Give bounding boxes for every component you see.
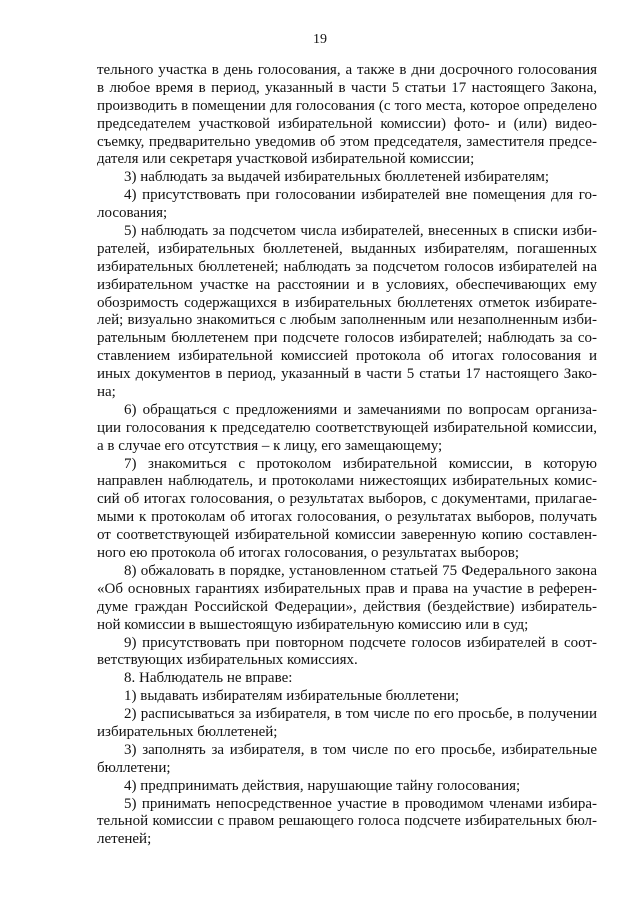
text-line: избирательном участке на расстоянии и в условиях, обеспечивающих ему: [97, 276, 597, 293]
text-line: 3) заполнять за избирателя, в том числе по его просьбе, избирательные: [124, 741, 597, 758]
text-line: председателем участковой избирательной комиссии) фото- и (или) видео-: [97, 115, 597, 132]
text-line: тельной комиссии с правом решающего голоса подсчете избирательных бюл-: [97, 813, 597, 830]
text-line: 5) принимать непосредственное участие в проводимом членами избира-: [124, 795, 597, 812]
text-line: 8. Наблюдатель не вправе:: [124, 670, 293, 687]
text-line: 2) расписываться за избирателя, в том числе по его просьбе, в получении: [124, 706, 597, 723]
text-line: летеней;: [97, 831, 152, 848]
text-line: 8) обжаловать в порядке, установленном статьей 75 Федерального закона: [124, 562, 597, 579]
text-line: направлен наблюдатель, и протоколами нижестоящих избирательных комис-: [97, 473, 597, 490]
text-line: избирательных бюллетеней; наблюдать за подсчетом голосов избирателей на: [97, 258, 597, 275]
text-line: иных документов в период, указанный в части 5 статьи 17 настоящего Зако-: [97, 366, 597, 383]
text-line: обозримость содержащихся в избирательных бюллетенях отметок избирате-: [97, 294, 597, 311]
text-line: думе граждан Российской Федерации», действия (бездействие) избиратель-: [97, 598, 597, 615]
text-line: лей; визуально знакомиться с любым заполненным или незаполненным изби-: [97, 312, 597, 329]
text-line: а в случае его отсутствия – к лицу, его замещающему;: [97, 437, 443, 454]
text-line: ции голосования к председателю соответствующей избирательной комиссии,: [97, 419, 597, 436]
document-body: [97, 62, 597, 849]
page-number: 19: [313, 32, 327, 47]
text-line: избирательных бюллетеней;: [97, 723, 278, 740]
text-line: тельного участка в день голосования, а также в дни досрочного голосования: [97, 62, 597, 78]
text-line: ного ею протокола об итогах голосования, о результатах выборов;: [97, 545, 519, 562]
text-line: от соответствующей избирательной комиссии заверенную копию составлен-: [97, 527, 597, 544]
text-line: дателя или секретаря участковой избирательной комиссии;: [97, 151, 475, 168]
text-line: лосования;: [97, 205, 168, 222]
text-line: производить в помещении для голосования (с того места, которое определено: [97, 97, 597, 114]
text-line: ной комиссии в вышестоящую избирательную комиссию или в суд;: [97, 616, 529, 633]
text-line: сий об итогах голосования, о результатах выборов, с документами, прилагае-: [97, 491, 597, 508]
text-line: 9) присутствовать при повторном подсчете голосов избирателей в соот-: [124, 634, 597, 651]
text-line: рательным бюллетенем при подсчете голосов избирателей; наблюдать за со-: [97, 330, 597, 347]
text-line: «Об основных гарантиях избирательных прав и права на участие в референ-: [97, 580, 597, 597]
text-line: на;: [97, 384, 116, 401]
text-line: 5) наблюдать за подсчетом числа избирателей, внесенных в списки изби-: [124, 223, 597, 240]
text-line: 1) выдавать избирателям избирательные бюллетени;: [124, 688, 460, 705]
text-line: 4) предпринимать действия, нарушающие тайну голосования;: [124, 777, 521, 794]
text-line: в любое время в период, указанный в части 5 статьи 17 настоящего Закона,: [97, 79, 597, 96]
text-line: 7) знакомиться с протоколом избирательной комиссии, в которую: [124, 455, 597, 472]
text-line: 4) присутствовать при голосовании избирателей вне помещения для го-: [124, 187, 597, 204]
text-line: мыми к протоколам об итогах голосования, о результатах выборов, получать: [97, 509, 597, 526]
text-line: рателей, избирательных бюллетеней, выданных избирателям, погашенных: [97, 240, 597, 257]
text-line: съемку, предварительно уведомив об этом председателя, заместителя предсе-: [97, 133, 597, 150]
text-line: 6) обращаться с предложениями и замечаниями по вопросам организа-: [124, 401, 597, 418]
text-line: ставлением избирательной комиссией протокола об итогах голосования и: [97, 348, 597, 365]
text-line: бюллетени;: [97, 759, 171, 776]
text-line: ветствующих избирательных комиссиях.: [97, 652, 358, 669]
text-line: 3) наблюдать за выдачей избирательных бюллетеней избирателям;: [124, 169, 550, 186]
